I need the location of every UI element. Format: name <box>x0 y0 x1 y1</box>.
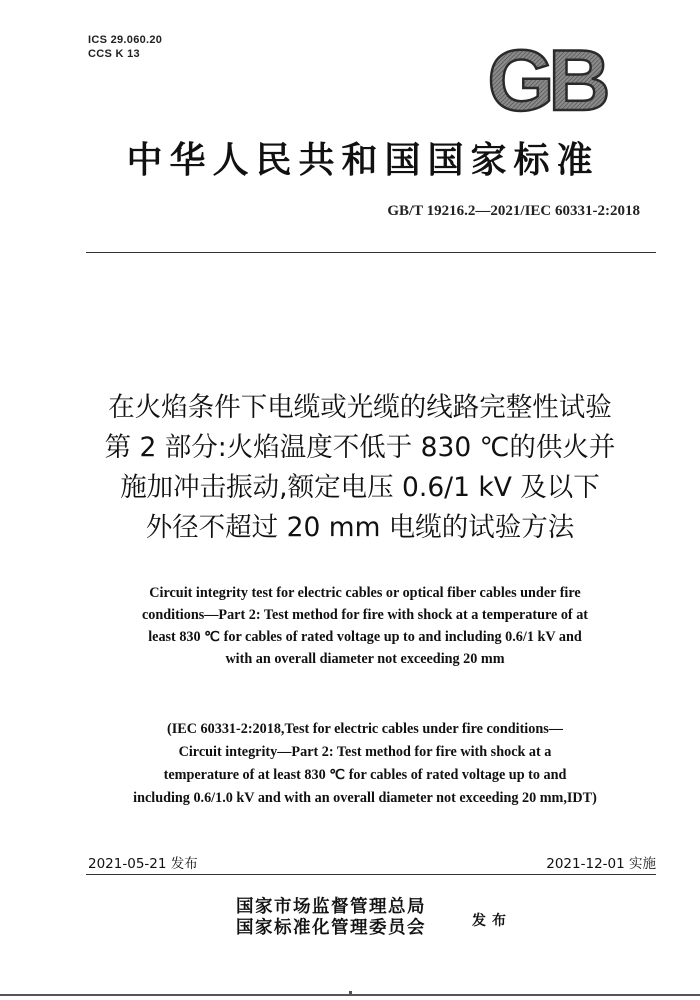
chinese-title-line: 外径不超过 20 mm 电缆的试验方法 <box>145 512 575 543</box>
english-title-line: conditions—Part 2: Test method for fire with shock at a temperature of at <box>141 607 589 623</box>
issued-label: 发布 <box>472 913 512 929</box>
page-edge-mark <box>349 991 352 994</box>
issuer-samr: 国家市场监督管理总局 <box>236 897 426 917</box>
header-divider <box>86 252 656 253</box>
issuer-sac: 国家标准化管理委员会 <box>236 918 426 938</box>
chinese-title <box>50 388 670 548</box>
chinese-title-line: 第 2 部分:火焰温度不低于 830 ℃的供火并 <box>104 432 616 463</box>
equivalence-line: temperature of at least 830 ℃ for cables of rated voltage up to and <box>163 767 567 783</box>
gb-logo-text: GB <box>487 40 605 118</box>
equivalence-line: (IEC 60331-2:2018,Test for electric cables under fire conditions— <box>167 721 563 737</box>
english-title-line: least 830 ℃ for cables of rated voltage up to and including 0.6/1 kV and <box>148 629 582 645</box>
implementation-date: 2021-12-01 实施 <box>546 856 656 872</box>
english-title-line: Circuit integrity test for electric cables or optical fiber cables under fire <box>149 585 581 601</box>
equivalence-line: including 0.6/1.0 kV and with an overall diameter not exceeding 20 mm,IDT) <box>133 790 597 806</box>
footer-divider <box>86 874 656 875</box>
english-title <box>80 582 650 670</box>
standard-number: GB/T 19216.2—2021/IEC 60331-2:2018 <box>387 203 640 219</box>
issue-date: 2021-05-21 发布 <box>88 856 198 872</box>
chinese-title-line: 施加冲击振动,额定电压 0.6/1 kV 及以下 <box>120 472 600 503</box>
issuing-authorities <box>236 897 426 939</box>
country-standard-title: 中华人民共和国国家标准 <box>126 139 600 181</box>
chinese-title-line: 在火焰条件下电缆或光缆的线路完整性试验 <box>108 392 612 423</box>
english-title-line: with an overall diameter not exceeding 20 mm <box>225 651 505 667</box>
ccs-code: CCS K 13 <box>88 48 140 60</box>
ics-code: ICS 29.060.20 <box>88 34 163 46</box>
equivalence-line: Circuit integrity—Part 2: Test method for fire with shock at a <box>178 744 552 760</box>
iec-equivalence-note <box>60 718 670 810</box>
page-bottom-edge <box>0 994 700 996</box>
gb-logo <box>478 40 614 118</box>
